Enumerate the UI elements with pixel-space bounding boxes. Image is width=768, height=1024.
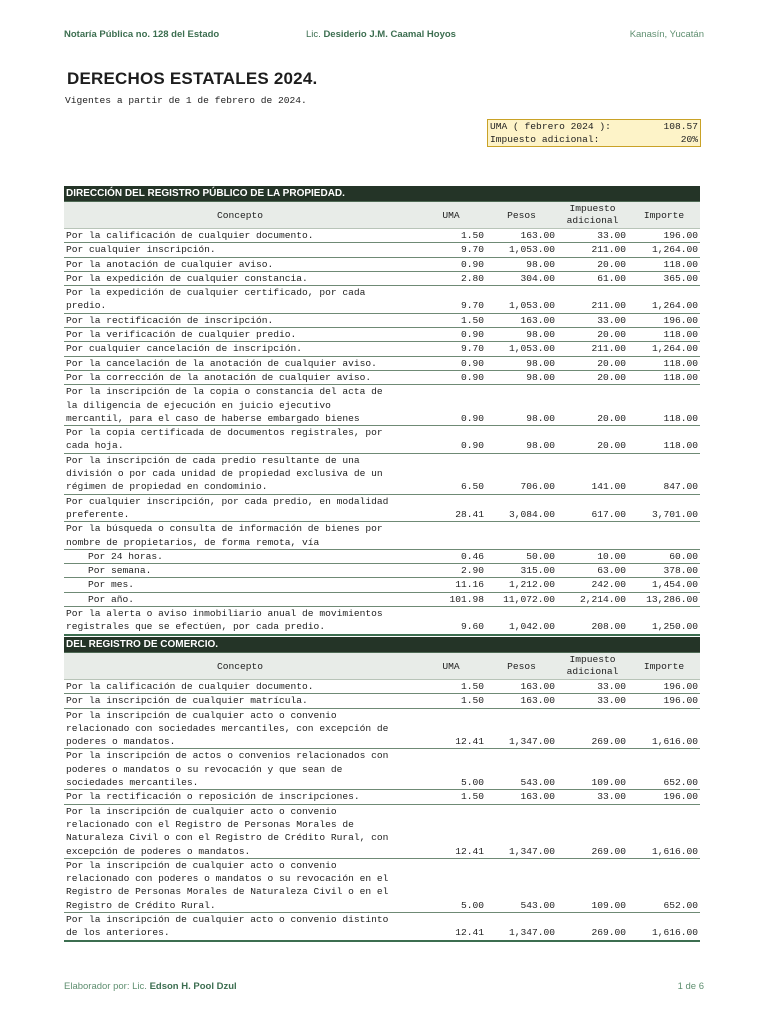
tax-cell: 20.00 [597, 371, 626, 383]
tax-cell: 20.00 [597, 440, 626, 452]
concept-cell: Por la anotación de cualquier aviso. [66, 258, 274, 270]
table-row [64, 805, 700, 859]
total-cell: 118.00 [663, 371, 698, 383]
column-header-uma: UMA [442, 660, 460, 672]
total-cell: 1,616.00 [651, 927, 698, 939]
table-row [64, 749, 700, 790]
table-row [64, 495, 700, 523]
tax-cell: 211.00 [591, 343, 626, 355]
uma-cell: 1.50 [460, 695, 484, 707]
column-header-concept: Concepto [216, 209, 264, 221]
uma-cell: 0.90 [460, 412, 484, 424]
uma-cell: 12.41 [455, 927, 484, 939]
pesos-cell: 98.00 [526, 329, 555, 341]
column-header-pesos: Pesos [507, 209, 536, 221]
table-row [64, 243, 700, 257]
total-cell: 196.00 [663, 695, 698, 707]
table-row [64, 258, 700, 272]
table-row [64, 426, 700, 454]
total-cell: 118.00 [663, 329, 698, 341]
concept-cell: Por la copia certificada de documentos registrales, por cada hoja. [66, 427, 383, 452]
pesos-cell: 1,053.00 [508, 300, 555, 312]
pesos-cell: 98.00 [526, 440, 555, 452]
uma-cell: 28.41 [455, 508, 484, 520]
tax-cell: 269.00 [591, 736, 626, 748]
concept-cell: Por la calificación de cualquier documento. [66, 681, 314, 692]
uma-cell: 9.70 [460, 300, 484, 312]
concept-cell: Por año. [88, 593, 135, 605]
pesos-cell: 1,053.00 [508, 244, 555, 256]
pesos-cell: 315.00 [520, 565, 555, 577]
table-row [64, 593, 700, 607]
pesos-cell: 304.00 [520, 272, 555, 284]
tax-cell: 211.00 [591, 300, 626, 312]
pesos-cell: 543.00 [520, 777, 555, 789]
tax-cell: 63.00 [597, 565, 626, 577]
notary-holder [306, 29, 456, 40]
tax-cell: 211.00 [591, 244, 626, 256]
concept-cell: Por la corrección de la anotación de cualquier aviso. [66, 371, 372, 383]
section-public-registry [64, 186, 700, 636]
table-row [64, 357, 700, 371]
document-title: DERECHOS ESTATALES 2024. [67, 69, 318, 88]
total-cell: 118.00 [663, 440, 698, 452]
table-row [64, 314, 700, 328]
document-subtitle: Vigentes a partir de 1 de febrero de 2024. [65, 95, 307, 106]
footer-author [64, 981, 237, 992]
table-row [64, 694, 700, 708]
concept-cell: Por la calificación de cualquier documento. [66, 230, 314, 241]
pesos-cell: 163.00 [520, 681, 555, 692]
concept-cell: Por cualquier inscripción. [66, 244, 216, 256]
concept-cell: Por mes. [88, 579, 135, 591]
uma-cell: 2.80 [460, 272, 484, 284]
column-header-total: Importe [643, 660, 685, 672]
tax-cell: 141.00 [591, 481, 626, 493]
uma-cell: 0.90 [460, 329, 484, 341]
concept-cell: Por la rectificación de inscripción. [66, 314, 274, 326]
tax-cell: 109.00 [591, 777, 626, 789]
tax-cell: 20.00 [597, 329, 626, 341]
uma-cell: 9.60 [460, 621, 484, 633]
page-number: 1 de 6 [677, 981, 704, 992]
uma-row [488, 120, 700, 133]
pesos-cell: 98.00 [526, 258, 555, 270]
tax-cell: 2,214.00 [579, 593, 626, 605]
concept-cell: Por la alerta o aviso inmobiliario anual de movimientos registrales que se efectúen, por cada predio. [66, 608, 383, 633]
uma-cell: 0.90 [460, 440, 484, 452]
column-header-concept: Concepto [216, 660, 264, 672]
total-cell: 196.00 [663, 314, 698, 326]
tax-cell: 61.00 [597, 272, 626, 284]
uma-info-box [487, 119, 701, 147]
total-cell: 378.00 [663, 565, 698, 577]
pesos-cell: 98.00 [526, 371, 555, 383]
tax-cell: 33.00 [597, 230, 626, 241]
concept-cell: Por la inscripción de cualquier acto o convenio relacionado con poderes o mandatos o su revocación en el Registro de Personas Morales de Naturaleza Civil o en el Registro de Crédito Rural. [66, 859, 389, 911]
total-cell: 1,264.00 [651, 343, 698, 355]
table-row [64, 272, 700, 286]
footer-author-name: Edson H. Pool Dzul [149, 981, 237, 992]
uma-value: 108.57 [663, 121, 698, 132]
concept-cell: Por 24 horas. [88, 550, 163, 562]
table-row [64, 550, 700, 564]
section-title: DEL REGISTRO DE COMERCIO. [64, 637, 700, 653]
table-row [64, 564, 700, 578]
total-cell: 196.00 [663, 681, 698, 692]
uma-cell: 101.98 [449, 593, 484, 605]
pesos-cell: 163.00 [520, 314, 555, 326]
uma-cell: 12.41 [455, 736, 484, 748]
column-header-uma: UMA [442, 209, 460, 221]
tax-cell: 269.00 [591, 845, 626, 857]
total-cell: 652.00 [663, 777, 698, 789]
concept-cell: Por la inscripción de la copia o constancia del acta de la diligencia de ejecución en juicio ejecutivo mercantil, para el caso de haberse embargado bienes [66, 386, 383, 424]
table-row [64, 859, 700, 913]
table-row [64, 385, 700, 426]
tax-cell: 617.00 [591, 508, 626, 520]
concept-cell: Por la inscripción de actos o convenios relacionados con poderes o mandatos o su revocación y que sean de sociedades mercantiles. [66, 750, 389, 789]
tax-cell: 10.00 [597, 550, 626, 562]
pesos-cell: 1,347.00 [508, 927, 555, 939]
total-cell: 1,454.00 [651, 579, 698, 591]
concept-cell: Por la cancelación de la anotación de cualquier aviso. [66, 357, 377, 369]
column-header-tax: Impuesto adicional [566, 654, 619, 677]
total-cell: 196.00 [663, 230, 698, 241]
pesos-cell: 163.00 [520, 791, 555, 803]
fee-table-body [64, 229, 700, 636]
table-row [64, 709, 700, 750]
uma-label: UMA ( febrero 2024 ): [490, 121, 611, 132]
column-header-tax: Impuesto adicional [566, 203, 619, 226]
total-cell: 3,701.00 [651, 508, 698, 520]
tax-cell: 20.00 [597, 412, 626, 424]
uma-cell: 2.90 [460, 565, 484, 577]
total-cell: 1,250.00 [651, 621, 698, 633]
uma-cell: 1.50 [460, 230, 484, 241]
uma-cell: 0.46 [460, 550, 484, 562]
pesos-cell: 98.00 [526, 412, 555, 424]
total-cell: 196.00 [663, 791, 698, 803]
table-row [64, 913, 700, 942]
concept-cell: Por la rectificación o reposición de inscripciones. [66, 791, 360, 803]
concept-cell: Por la expedición de cualquier certificado, por cada predio. [66, 287, 366, 312]
section-title: DIRECCIÓN DEL REGISTRO PÚBLICO DE LA PROPIEDAD. [64, 186, 700, 202]
total-cell: 13,286.00 [646, 593, 698, 605]
uma-cell: 1.50 [460, 314, 484, 326]
uma-cell: 1.50 [460, 681, 484, 692]
concept-cell: Por la inscripción de cada predio resultante de una división o por cada unidad de propiedad exclusiva de un régimen de propiedad en condominio. [66, 454, 383, 493]
total-cell: 1,616.00 [651, 736, 698, 748]
column-header-pesos: Pesos [507, 660, 536, 672]
uma-cell: 5.00 [460, 899, 484, 911]
concept-cell: Por la expedición de cualquier constancia. [66, 272, 308, 284]
uma-cell: 11.16 [455, 579, 484, 591]
uma-cell: 9.70 [460, 244, 484, 256]
pesos-cell: 163.00 [520, 230, 555, 241]
pesos-cell: 3,084.00 [508, 508, 555, 520]
pesos-cell: 1,212.00 [508, 579, 555, 591]
tax-cell: 33.00 [597, 681, 626, 692]
total-cell: 118.00 [663, 412, 698, 424]
total-cell: 1,264.00 [651, 300, 698, 312]
section-commerce-registry [64, 637, 700, 942]
uma-cell: 0.90 [460, 258, 484, 270]
notary-holder-name: Desiderio J.M. Caamal Hoyos [323, 29, 456, 40]
total-cell: 847.00 [663, 481, 698, 493]
table-row [64, 286, 700, 314]
total-cell: 118.00 [663, 357, 698, 369]
table-row [64, 342, 700, 356]
tax-cell: 20.00 [597, 357, 626, 369]
table-row [64, 229, 700, 243]
uma-cell: 12.41 [455, 845, 484, 857]
concept-cell: Por cualquier cancelación de inscripción. [66, 343, 303, 355]
total-cell: 365.00 [663, 272, 698, 284]
notary-holder-prefix: Lic. [306, 29, 321, 40]
tax-cell: 33.00 [597, 695, 626, 707]
total-cell: 1,616.00 [651, 845, 698, 857]
footer-author-prefix: Elaborador por: Lic. [64, 981, 147, 992]
uma-cell: 6.50 [460, 481, 484, 493]
tax-cell: 20.00 [597, 258, 626, 270]
tax-cell: 208.00 [591, 621, 626, 633]
concept-cell: Por la inscripción de cualquier acto o convenio distinto de los anteriores. [66, 914, 389, 939]
tax-cell: 242.00 [591, 579, 626, 591]
concept-cell: Por la inscripción de cualquier acto o convenio relacionado con sociedades mercantiles, con excepción de poderes o mandatos. [66, 709, 389, 748]
concept-cell: Por la verificación de cualquier predio. [66, 329, 297, 341]
pesos-cell: 706.00 [520, 481, 555, 493]
tax-value: 20% [680, 134, 698, 145]
table-row [64, 328, 700, 342]
pesos-cell: 50.00 [526, 550, 555, 562]
pesos-cell: 98.00 [526, 357, 555, 369]
total-cell: 118.00 [663, 258, 698, 270]
tax-cell: 269.00 [591, 927, 626, 939]
pesos-cell: 1,053.00 [508, 343, 555, 355]
uma-cell: 0.90 [460, 371, 484, 383]
concept-cell: Por la inscripción de cualquier acto o convenio relacionado con el Registro de Personas Morales de Naturaleza Civil o con el Registro de Crédito Rural, con excepción de poderes o mandatos. [66, 805, 389, 857]
uma-cell: 5.00 [460, 777, 484, 789]
total-cell: 60.00 [669, 550, 698, 562]
tax-cell: 33.00 [597, 314, 626, 326]
pesos-cell: 543.00 [520, 899, 555, 911]
table-row [64, 680, 700, 694]
table-row [64, 522, 700, 550]
total-cell: 1,264.00 [651, 244, 698, 256]
pesos-cell: 11,072.00 [503, 593, 555, 605]
column-header-total: Importe [643, 209, 685, 221]
notary-name: Notaría Pública no. 128 del Estado [64, 29, 220, 40]
pesos-cell: 1,042.00 [508, 621, 555, 633]
tax-row [488, 133, 700, 146]
tax-cell: 109.00 [591, 899, 626, 911]
table-row [64, 454, 700, 495]
tax-cell: 33.00 [597, 791, 626, 803]
concept-cell: Por cualquier inscripción, por cada predio, en modalidad preferente. [66, 495, 389, 520]
concept-cell: Por la búsqueda o consulta de información de bienes por nombre de propietarios, de forma remota, vía [66, 523, 383, 548]
concept-cell: Por la inscripción de cualquier matrícula. [66, 695, 308, 707]
pesos-cell: 163.00 [520, 695, 555, 707]
table-row [64, 790, 700, 804]
table-row [64, 607, 700, 636]
total-cell: 652.00 [663, 899, 698, 911]
pesos-cell: 1,347.00 [508, 845, 555, 857]
table-row [64, 371, 700, 385]
tax-label: Impuesto adicional: [490, 134, 600, 145]
table-row [64, 578, 700, 592]
column-header-row [64, 202, 700, 229]
concept-cell: Por semana. [88, 565, 152, 577]
notary-location: Kanasín, Yucatán [629, 29, 704, 40]
uma-cell: 0.90 [460, 357, 484, 369]
pesos-cell: 1,347.00 [508, 736, 555, 748]
column-header-row [64, 653, 700, 680]
uma-cell: 1.50 [460, 791, 484, 803]
fee-table-body [64, 680, 700, 942]
uma-cell: 9.70 [460, 343, 484, 355]
